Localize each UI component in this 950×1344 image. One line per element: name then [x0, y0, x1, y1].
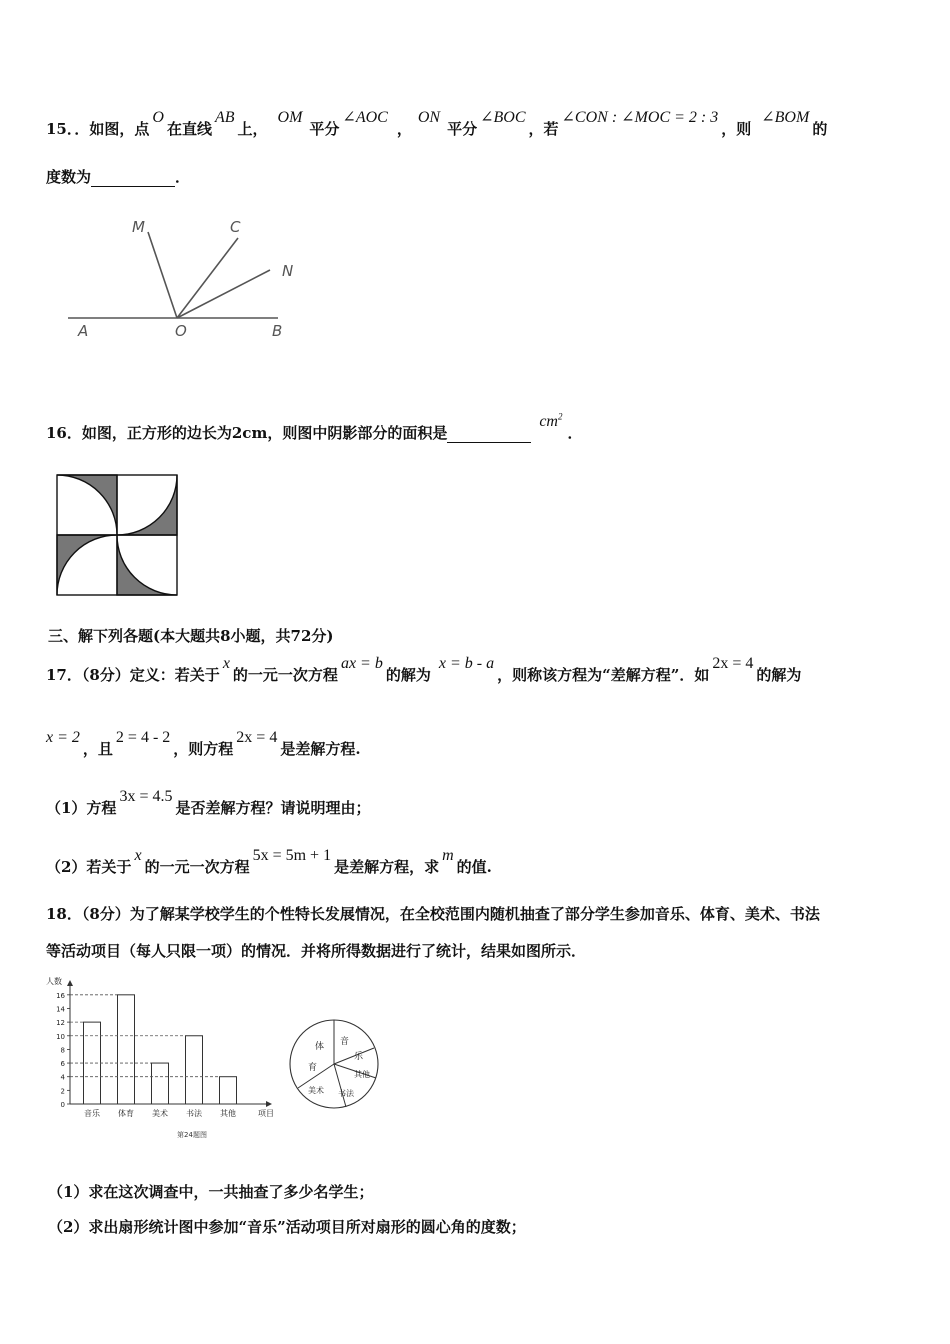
y-tick-label: 0: [60, 1101, 65, 1109]
bar-书法: [186, 1036, 203, 1104]
ray-ON: [177, 270, 270, 318]
shaded-region: [57, 475, 117, 535]
pie-label: 育: [308, 1063, 318, 1073]
pie-label: 美术: [308, 1086, 324, 1095]
math-eq-x-b-a: x = b - a: [438, 655, 495, 672]
q18-line1: 18．（8分）为了解某学校学生的个性特长发展情况，在全校范围内随机抽查了部分学生参加音乐、体育、美术、书法: [46, 905, 820, 923]
y-axis-arrow: [67, 980, 73, 986]
x-tick-label: 书法: [186, 1109, 202, 1118]
label-C: C: [230, 218, 241, 236]
label-O: O: [175, 322, 187, 340]
answer-blank: [91, 172, 175, 187]
math-eq-ax-b: ax = b: [340, 655, 383, 672]
q15-number: 15．．如图，点: [46, 120, 150, 138]
math-angle-BOC: ∠BOC: [480, 109, 526, 126]
q18-sub2: （2）求出扇形统计图中参加“音乐”活动项目所对扇形的圆心角的度数；: [48, 1218, 526, 1236]
math-angle-AOC: ∠AOC: [342, 109, 388, 126]
q17-line1: 17．（8分）定义：若关于x的一元一次方程ax = b的解为x = b - a，则称该方程为“差解方程”．如2x = 4的解为: [46, 655, 802, 684]
label-B: B: [272, 322, 283, 340]
pie-label: 书法: [338, 1089, 354, 1098]
q17-line2: x = 2，且2 = 4 - 2，则方程2x = 4是差解方程.: [46, 729, 361, 758]
y-axis-title: 人数: [46, 977, 62, 986]
x-tick-label: 体育: [118, 1109, 134, 1118]
unit-cm2: $cm^2$: [539, 411, 563, 430]
q17-sub1: （1）方程3x = 4.5是否差解方程？请说明理由；: [46, 788, 371, 817]
y-tick-label: 2: [60, 1087, 65, 1096]
pie-label: 体: [315, 1042, 325, 1052]
math-ratio: ∠CON : ∠MOC = 2 : 3: [561, 109, 719, 126]
x-axis-arrow: [266, 1101, 272, 1107]
math-ON: ON: [417, 109, 441, 126]
chart-caption: 第24题图: [177, 1131, 207, 1139]
y-tick-label: 16: [56, 991, 65, 1000]
label-A: A: [78, 322, 89, 340]
shaded-region: [57, 535, 117, 595]
label-M: M: [132, 218, 145, 236]
pie-label: 其他: [354, 1070, 370, 1079]
q15-line1: 15．．如图，点O在直线AB上，OM平分∠AOC，ON平分∠BOC，若∠CON : ∠MOC = 2 : 3，则∠BOM的: [46, 109, 828, 138]
math-angle-BOM: ∠BOM: [761, 109, 810, 126]
q18-line2: 等活动项目（每人只限一项）的情况．并将所得数据进行了统计，结果如图所示．: [46, 942, 587, 960]
pie-label: 乐: [354, 1052, 364, 1062]
math-O: O: [152, 109, 164, 126]
bar-体育: [118, 995, 135, 1104]
q15-angle-figure: [60, 210, 320, 345]
shaded-region: [117, 475, 177, 535]
label-N: N: [282, 262, 294, 280]
math-AB: AB: [214, 109, 235, 126]
pie-label: 音: [340, 1037, 350, 1047]
pie-chart: [288, 1018, 384, 1114]
bar-chart: [44, 974, 284, 1142]
section-heading: 三、解下列各题(本大题共8小题，共72分): [48, 627, 334, 645]
x-tick-label: 其他: [220, 1109, 236, 1118]
y-tick-label: 4: [60, 1073, 65, 1082]
x-tick-label: 音乐: [84, 1109, 100, 1118]
q15-line2: 度数为 ．: [46, 168, 191, 186]
math-OM: OM: [277, 109, 303, 126]
q18-sub1: （1）求在这次调查中，一共抽查了多少名学生；: [48, 1183, 374, 1201]
pie-slice-boundary: [334, 1064, 346, 1107]
answer-blank: [447, 428, 531, 443]
shaded-region: [117, 535, 177, 595]
x-tick-label: 美术: [152, 1109, 168, 1118]
y-tick-label: 12: [56, 1019, 65, 1028]
x-axis-title: 项目: [258, 1109, 274, 1118]
y-tick-label: 6: [60, 1060, 65, 1069]
q17-sub2: （2）若关于x的一元一次方程5x = 5m + 1是差解方程，求m的值.: [46, 847, 492, 876]
ray-OM: [148, 232, 177, 318]
q16-line: 16．如图，正方形的边长为2cm，则图中阴影部分的面积是$cm^2$．: [46, 411, 583, 442]
q16-square-figure: [56, 474, 180, 598]
bar-其他: [220, 1077, 237, 1104]
ray-OC: [177, 238, 238, 318]
y-tick-label: 14: [56, 1005, 65, 1014]
y-tick-label: 10: [56, 1032, 65, 1041]
y-tick-label: 8: [60, 1046, 65, 1055]
q16-text: 16．如图，正方形的边长为2cm，则图中阴影部分的面积是: [46, 424, 448, 442]
bar-美术: [152, 1063, 169, 1104]
math-eq-2x-4: 2x = 4: [712, 655, 754, 672]
